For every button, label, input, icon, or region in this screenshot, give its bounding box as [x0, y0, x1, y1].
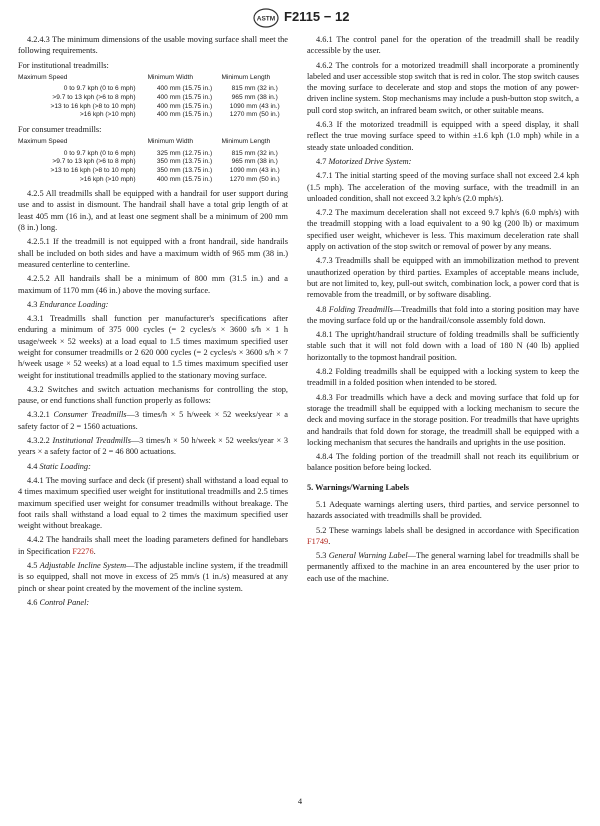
section-title: Motorized Drive System: — [328, 156, 412, 166]
table-cell: 400 mm (15.75 in.) — [156, 94, 213, 102]
paragraph-4-8-2: 4.8.2 Folding treadmills shall be equipped with a locking system to keep the treadmill in a folded position when intended to be stored. — [307, 367, 579, 388]
astm-logo-icon — [253, 8, 279, 28]
section-number: 4.7 — [316, 156, 327, 166]
paragraph-4-5 — [18, 560, 288, 594]
paragraph-4-2-5-2: 4.2.5.2 All handrails shall be a minimum of 800 mm (31.5 in.) and a maximum of 1170 mm (46 in.) above the moving surface. — [18, 274, 288, 295]
svg-text:ASTM: ASTM — [256, 15, 276, 23]
section-title: General Warning Label — [328, 551, 408, 561]
table-cell: 400 mm (15.75 in.) — [156, 102, 213, 110]
section-number: 5.3 — [316, 551, 327, 561]
table-cell: 1270 mm (50 in.) — [229, 175, 280, 183]
table-cell: 350 mm (13.75 in.) — [156, 158, 213, 166]
column-header: Minimum Width — [147, 73, 193, 81]
section-5-heading: 5. Warnings/Warning Labels — [307, 482, 409, 492]
section-text: —Treadmills that fold into a storing position may have the moving surface fold up or the handrail/console assembly fold down. — [307, 304, 580, 325]
table-cell: 400 mm (15.75 in.) — [156, 111, 213, 119]
table-cell: >9.7 to 13 kph (>6 to 8 mph) — [52, 158, 136, 166]
column-header: Minimum Width — [147, 138, 193, 146]
page-number: 4 — [297, 796, 303, 806]
section-number: 4.3.2.1 — [27, 410, 50, 420]
institutional-label: For institutional treadmills: — [18, 60, 109, 70]
table-cell: >9.7 to 13 kph (>6 to 8 mph) — [52, 94, 136, 102]
heading-4-7 — [307, 156, 579, 167]
paragraph-5-1: 5.1 Adequate warnings alerting users, third parties, and service personnel to hazards associated with treadmills shall be provided. — [307, 499, 579, 521]
paragraph-4-6-3: 4.6.3 If the motorized treadmill is equipped with a speed display, it shall reflect the true moving surface speed to within ±1.6 kph (1.0 mph) while in a steady state unloaded condition. — [307, 120, 579, 152]
table-cell: 0 to 9.7 kph (0 to 6 mph) — [63, 149, 136, 157]
section-text: —3 times/h × 5 h/week × 52 weeks/year × a safety factor of 2 = 1560 actuations. — [18, 410, 288, 431]
spec-link-f2276[interactable]: F2276 — [72, 546, 94, 556]
paragraph-4-3-2-1 — [18, 409, 288, 432]
paragraph-5-2 — [307, 525, 579, 548]
page-header — [0, 6, 600, 32]
paragraph-4-3-2: 4.3.2 Switches and switch actuation mechanisms for controlling the stop, pause, or end functions shall function properly as follows: — [18, 384, 288, 406]
table-cell: 1090 mm (43 in.) — [229, 166, 280, 174]
table-cell: 325 mm (12.75 in.) — [156, 149, 213, 157]
section-title: Consumer Treadmills — [53, 410, 127, 420]
table-row — [18, 85, 288, 94]
column-header: Maximum Speed — [18, 73, 68, 81]
section-number: 4.3.2.2 — [27, 436, 50, 446]
spec-link-f1749[interactable]: F1749 — [307, 536, 329, 546]
section-text: . — [93, 546, 96, 556]
paragraph-4-8-4: 4.8.4 The folding portion of the treadmill shall not reach its equilibrium or balance position before being locked. — [307, 452, 579, 473]
table-cell: 815 mm (32 in.) — [231, 149, 278, 157]
heading-4-4 — [18, 461, 288, 472]
table-row — [18, 111, 288, 120]
section-title: Static Loading: — [39, 461, 91, 471]
table-cell: 1270 mm (50 in.) — [229, 111, 280, 119]
paragraph-4-6-2: 4.6.2 The controls for a motorized treadmill shall incorporate a prominently labeled and user accessible stop switch that is red in color. The stop switch causes the moving surface to decelerate and stop and stops the motion of any power-driven incline system. Stop mechanisms may include a push-button stop switch, a pull cord stop switch, an infrared beam switch, or other suitable means. — [307, 60, 579, 115]
heading-4-6 — [18, 597, 288, 608]
table-cell: 965 mm (38 in.) — [231, 158, 278, 166]
section-number: 4.8 — [316, 304, 327, 314]
table-row — [18, 150, 288, 159]
section-number: 4.5 — [27, 561, 38, 571]
section-text: 5.2 These warnings labels shall be designed in accordance with Specification — [316, 525, 579, 535]
section-text: —The adjustable incline system, if the treadmill is so equipped, shall not move in excess of 25 mm/s (1 in./s) measured at any pinch or shear point created by the movement of the incline system. — [18, 561, 288, 593]
section-number: 4.6 — [27, 597, 38, 607]
table-cell: >13 to 16 kph (>8 to 10 mph) — [50, 166, 136, 174]
paragraph-4-7-2: 4.7.2 The maximum deceleration shall not exceed 9.7 kph/s (6.0 mph/s) with the treadmill stopping with a load equivalent to a 90 kg (200 lb) or maximum specified user weight, whichever is less. This maximum deceleration rate shall apply on activation of the stop switch or removal of power by any means. — [307, 208, 579, 252]
column-header: Maximum Speed — [18, 138, 68, 146]
table-row — [18, 158, 288, 167]
paragraph-4-8-1: 4.8.1 The upright/handrail structure of folding treadmills shall be sufficiently stable such that it will not fold down with a load of 180 N (40 lb) applied horizontally to the topmost handrail position. — [307, 330, 579, 362]
paragraph-5-3 — [307, 550, 579, 584]
table-header-row — [18, 74, 288, 86]
table-cell: >16 kph (>10 mph) — [79, 175, 136, 183]
left-column — [18, 34, 288, 611]
table-header-row — [18, 138, 288, 150]
section-text: —The general warning label for treadmills shall be permanently affixed to the machine in an area encountered by the user prior to each use of the machine. — [307, 551, 580, 583]
section-text: 4.4.2 The handrails shall meet the loading parameters defined for handlebars in Specification — [18, 535, 288, 556]
table-row — [18, 167, 288, 176]
paragraph-4-3-2-2 — [18, 435, 288, 458]
table-row — [18, 103, 288, 112]
paragraph-4-3-1: 4.3.1 Treadmills shall function per manufacturer's specifications after enduring a minimum of 375 000 cycles (= 2 cycles/s × 3600 s/h × 1 h usage/week × 52 weeks) at a load equal to 1.5 times maximum specified user weight for consumer treadmills or 2 620 000 cycles (= 2 cycles/s × 3600 s/h × 7 h/week usage × 52 weeks) at a load equal to 1.5 times maximum specified user weight for institutional treadmills applied to the stationary moving surface. — [18, 314, 288, 380]
section-title: Folding Treadmills — [328, 304, 393, 314]
table-cell: 350 mm (13.75 in.) — [156, 166, 213, 174]
section-text: —3 times/h × 50 h/week × 52 weeks/year × 3 years × a safety factor of 2 = 46 800 actuations. — [18, 436, 288, 457]
table-cell: 815 mm (32 in.) — [231, 85, 278, 93]
table-cell: 400 mm (15.75 in.) — [156, 175, 213, 183]
paragraph-4-6-1: 4.6.1 The control panel for the operation of the treadmill shall be readily accessible by the user. — [307, 35, 579, 56]
paragraph-4-4-1: 4.4.1 The moving surface and deck (if present) shall withstand a load equal to 4 times maximum specified user weight for institutional treadmills and 2.5 times maximum specified user weight for consumer treadmills without breakage. The foot rails shall withstand a load equal to 2 times the maximum specified user weight without breakage. — [18, 475, 288, 531]
section-number: 4.3 — [27, 299, 38, 309]
paragraph-4-8-3: 4.8.3 For treadmills which have a deck and moving surface that fold up for storage the treadmill shall be equipped with a locking mechanism to secure the deck and moving surface in the storage position. For treadmills that have uprights and handrails that fold down for storage, the treadmill shall be equipped with a locking mechanism that secures the handrails and uprights in the use position. — [307, 392, 579, 447]
column-header: Minimum Length — [221, 73, 271, 81]
paragraph-4-2-4-3: 4.2.4.3 The minimum dimensions of the usable moving surface shall meet the following requirements. — [18, 35, 288, 56]
paragraph-4-2-5-1: 4.2.5.1 If the treadmill is not equipped with a front handrail, side handrails shall be included on both sides and have a maximum width of 965 mm (38 in.) measured centerline to centerline. — [18, 237, 288, 269]
section-title: Control Panel: — [39, 597, 90, 607]
table-cell: >16 kph (>10 mph) — [79, 111, 136, 119]
section-number: 4.4 — [27, 461, 38, 471]
paragraph-4-2-5: 4.2.5 All treadmills shall be equipped with a handrail for user support during use and to assist in dismount. The handrail shall have a total grip length of at least 405 mm (16 in.), and at least one segment shall be a minimum of 200 mm (8 in.) long. — [18, 189, 288, 233]
section-title: Endurance Loading: — [39, 299, 109, 309]
section-title: Adjustable Incline System — [39, 561, 127, 571]
consumer-label: For consumer treadmills: — [18, 124, 102, 134]
table-cell: 1090 mm (43 in.) — [229, 102, 280, 110]
table-cell: >13 to 16 kph (>8 to 10 mph) — [50, 102, 136, 110]
table-cell: 400 mm (15.75 in.) — [156, 85, 213, 93]
heading-4-3 — [18, 299, 288, 310]
right-column — [307, 34, 579, 587]
table-row — [18, 94, 288, 103]
institutional-dimensions-table — [18, 74, 288, 120]
section-title: Institutional Treadmills — [52, 436, 131, 446]
column-header: Minimum Length — [221, 138, 271, 146]
table-row — [18, 176, 288, 185]
table-cell: 965 mm (38 in.) — [231, 94, 278, 102]
table-cell: 0 to 9.7 kph (0 to 6 mph) — [63, 85, 136, 93]
paragraph-4-7-3: 4.7.3 Treadmills shall be equipped with an immobilization method to prevent unauthorized operation by third parties. Examples of acceptable means include, but are not limited to, key, pull-out switch, combination lock, a power cord that is removable from the treadmill, or by software disabling. — [307, 256, 579, 300]
section-text: . — [328, 536, 331, 546]
consumer-dimensions-table — [18, 138, 288, 184]
paragraph-4-7-1: 4.7.1 The initial starting speed of the moving surface shall not exceed 2.4 kph (1.5 mph). The acceleration of the moving surface, with the treadmill in an unloaded condition, shall not exceed 3.2 kph/s (2.0 mph/s). — [307, 171, 579, 203]
paragraph-4-4-2 — [18, 534, 288, 557]
document-designation: F2115 − 12 — [284, 9, 350, 24]
paragraph-4-8 — [307, 304, 579, 327]
